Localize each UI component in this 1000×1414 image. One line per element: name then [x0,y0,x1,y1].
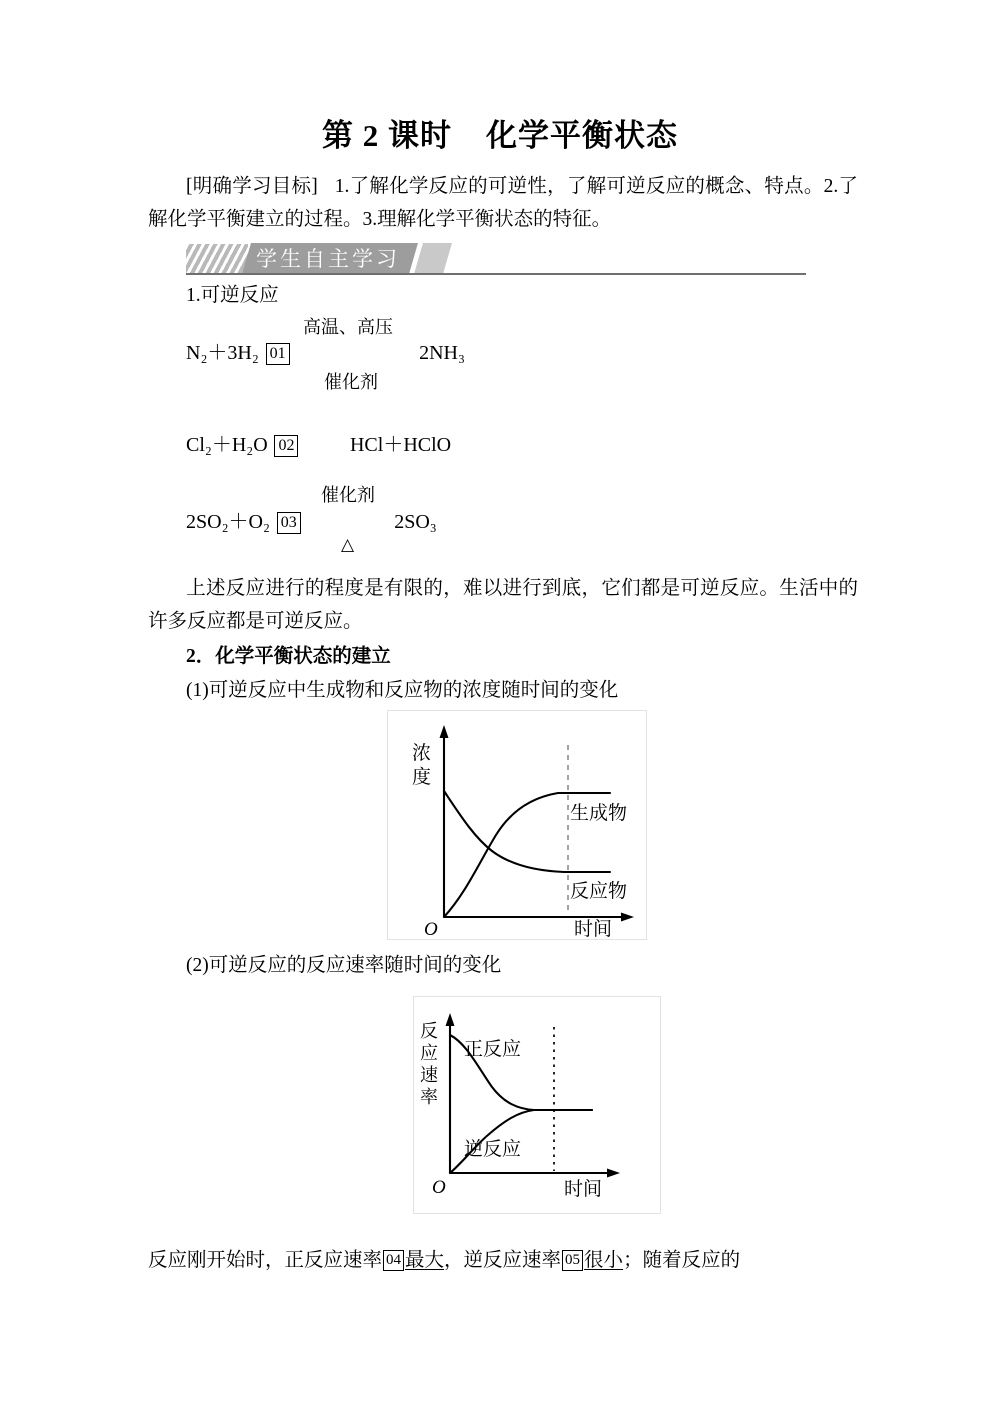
chart-2-y-label-char1: 反 [420,1021,438,1042]
learning-objectives [148,170,858,236]
bottom-answer-04: 最大 [405,1250,445,1271]
equation-1-blank[interactable]: 01 [266,343,290,365]
banner-underline-rule [186,273,806,275]
equation-3-right: 2SO₃ [394,511,437,533]
objectives-label: [明确学习目标] [186,176,318,197]
banner-hatch-decoration [186,244,248,273]
bottom-blank-05[interactable]: 05 [562,1250,583,1271]
bottom-blank-04[interactable]: 04 [383,1250,404,1271]
chart-1-x-label: 时间 [574,918,613,937]
chart-1-annotation-product: 生成物 [570,802,628,824]
equation-2 [186,428,451,457]
heading-reversible-reaction: 1.可逆反应 [186,285,279,306]
equation-2-right: HCl＋HClO [349,434,452,456]
chart-1-y-label-char1: 浓 [412,742,432,764]
equation-1-condition-below: 催化剂 [324,372,378,392]
bottom-answer-05: 很小 [584,1250,624,1271]
banner-label: 学生自主学习 [256,247,400,271]
bottom-text-1: 反应刚开始时，正反应速率 [148,1250,383,1271]
heading-equilibrium-establishment: 2．化学平衡状态的建立 [186,646,391,667]
chart-2-x-axis-arrow [607,1169,620,1178]
bottom-text-3: ；随着反应的 [623,1250,741,1271]
equation-1-condition-above: 高温、高压 [303,317,393,337]
equation-3 [186,505,437,534]
chart-2-y-label-char3: 速 [420,1065,438,1086]
equation-1-left: N₂＋3H₂ [186,342,259,364]
equation-3-condition-above: 催化剂 [321,485,375,505]
equation-2-blank[interactable]: 02 [274,435,298,457]
chart-2-y-label-char4: 率 [420,1087,438,1108]
subheading-rate-vs-time: (2)可逆反应的反应速率随时间的变化 [186,955,502,976]
equation-2-left: Cl₂＋H₂O [186,434,268,456]
chart-2-origin-label: O [432,1177,446,1198]
banner-tail-shape [414,243,452,274]
chart-2-annotation-forward: 正反应 [464,1038,522,1060]
title-lesson: 第 2 课时 [322,118,452,153]
chart-1-y-axis-arrow [440,725,449,738]
title-name: 化学平衡状态 [486,118,678,153]
chart-2-annotation-reverse: 逆反应 [464,1138,522,1160]
section-banner [186,243,806,275]
chart-2-y-axis-arrow [446,1013,455,1026]
chart-1-annotation-reactant: 反应物 [570,880,628,902]
paragraph-text: 上述反应进行的程度是有限的，难以进行到底，它们都是可逆反应。生活中的许多反应都是可逆反应。 [148,578,858,632]
chart-rate-vs-time [413,996,661,1214]
chart-2-y-label-char2: 应 [420,1043,438,1064]
equation-3-left: 2SO₂＋O₂ [186,511,270,533]
equation-1 [186,336,465,365]
chart-1-origin-label: O [424,919,438,937]
chart-2-svg [414,997,658,1211]
chart-2-x-label: 时间 [564,1178,603,1200]
chart-concentration-vs-time [387,710,647,940]
equation-1-right: 2NH₃ [419,342,465,364]
chart-1-y-label-char2: 度 [412,766,432,788]
paragraph-reversible-summary [148,572,858,638]
bottom-text-2: ，逆反应速率 [444,1250,562,1271]
equation-3-condition-below: △ [341,535,355,554]
equation-3-blank[interactable]: 03 [277,512,301,534]
subheading-concentration-vs-time: (1)可逆反应中生成物和反应物的浓度随时间的变化 [186,680,619,701]
page-title [0,110,1000,155]
objectives-text: 1.了解化学反应的可逆性，了解可逆反应的概念、特点。2.了解化学平衡建立的过程。3.理解化学平衡状态的特征。 [148,176,858,230]
bottom-fill-in-line [148,1246,740,1276]
chart-1-svg [388,711,644,937]
chart-1-x-axis-arrow [621,913,634,922]
